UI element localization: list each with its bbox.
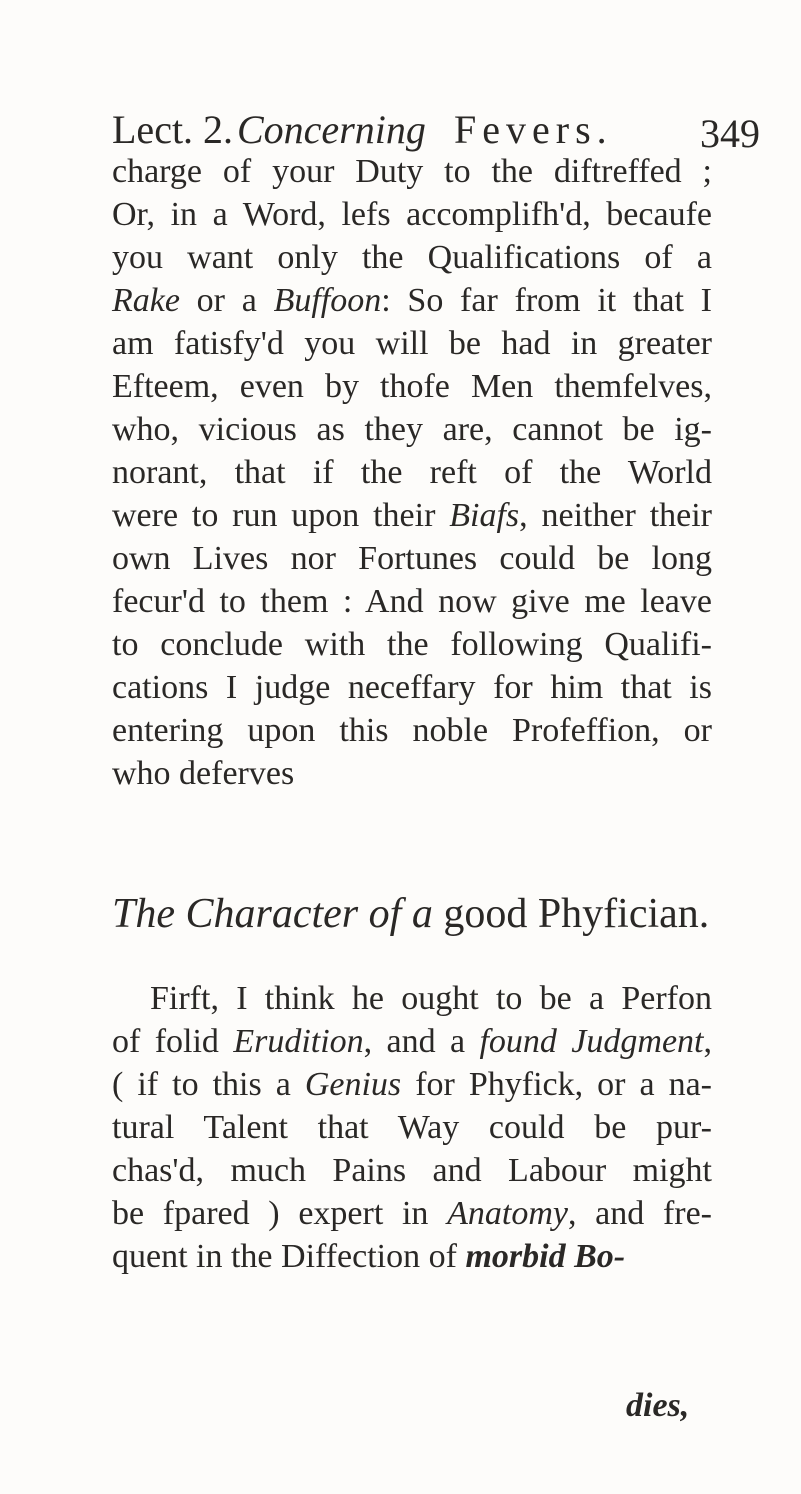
text-line: [112, 236, 712, 279]
text-run: , neither their: [519, 497, 713, 534]
text-run: Firft, I think he ought to be a Perfon: [150, 980, 712, 1017]
text-run: chas'd, much Pains and Labour might: [112, 1152, 712, 1189]
text-line: [112, 1020, 712, 1063]
page-number: 349: [700, 111, 760, 156]
text-run: , and a: [363, 1023, 480, 1060]
italic-run: Erudition: [233, 1023, 364, 1060]
paragraph-2: [112, 977, 712, 1278]
text-line: [112, 1192, 712, 1235]
text-line: [112, 408, 712, 451]
text-run: ,: [703, 1023, 712, 1060]
text-run: or a: [179, 282, 274, 319]
text-line: [112, 1106, 712, 1149]
text-run: who, vicious as they are, cannot be ig-: [112, 411, 712, 448]
text-line: [112, 150, 712, 193]
text-run: cations I judge neceffary for him that is: [112, 669, 712, 706]
text-line: [112, 494, 712, 537]
text-line: [112, 537, 712, 580]
catchword: dies,: [626, 1387, 690, 1424]
text-line: [112, 752, 712, 795]
text-run: own Lives nor Fortunes could be long: [112, 540, 712, 577]
text-line: [112, 580, 712, 623]
italic-run: Rake: [112, 282, 180, 319]
italic-run: Biafs: [449, 497, 520, 534]
text-run: be fpared ) expert in: [112, 1195, 448, 1232]
text-run: were to run upon their: [112, 497, 450, 534]
text-run: you want only the Qualifications of a: [112, 239, 712, 276]
bold-italic-run: morbid Bo-: [465, 1238, 626, 1275]
text-line: [112, 1063, 712, 1106]
text-run: quent in the Diffection of: [112, 1238, 466, 1275]
text-run: : So far from it that I: [381, 282, 712, 319]
text-run: norant, that if the reft of the World: [112, 454, 712, 491]
text-line: [112, 623, 712, 666]
text-run: charge of your Duty to the diftreffed ;: [112, 153, 712, 190]
text-run: am fatisfy'd you will be had in greater: [112, 325, 712, 362]
text-run: for Phyfick, or a na-: [401, 1066, 712, 1103]
text-run: , and fre-: [567, 1195, 713, 1232]
text-line: [112, 279, 712, 322]
text-run: tural Talent that Way could be pur-: [112, 1109, 712, 1146]
text-line: [112, 1149, 712, 1192]
section-heading: [112, 884, 712, 944]
text-run: Efteem, even by thofe Men themfelves,: [112, 368, 712, 405]
text-line: [112, 451, 712, 494]
text-run: fecur'd to them : And now give me leave: [112, 583, 712, 620]
italic-run: Buffoon: [273, 282, 382, 319]
section-heading-roman: good Phyfician.: [443, 891, 710, 937]
text-line: [112, 977, 712, 1020]
text-run: entering upon this noble Profeffion, or: [112, 712, 712, 749]
paragraph-1: [112, 150, 712, 795]
italic-run: Genius: [304, 1066, 402, 1103]
text-line: [112, 1235, 712, 1278]
text-line: [112, 193, 712, 236]
text-line: [112, 666, 712, 709]
text-line: [112, 365, 712, 408]
text-run: Or, in a Word, lefs accomplifh'd, becaufe: [112, 196, 712, 233]
lecture-number: Lect. 2.: [112, 107, 234, 152]
text-run: who deferves: [112, 755, 295, 792]
running-head-concerning: Concerning: [237, 107, 426, 152]
italic-run: found Judgment: [479, 1023, 704, 1060]
text-run: of folid: [112, 1023, 234, 1060]
text-run: to conclude with the following Qualifi-: [112, 626, 712, 663]
text-line: [112, 322, 712, 365]
section-heading-italic: The Character of a: [112, 891, 433, 937]
text-line: [112, 709, 712, 752]
italic-run: Anatomy: [447, 1195, 568, 1232]
text-run: ( if to this a: [112, 1066, 305, 1103]
running-head-fevers: Fevers.: [454, 107, 613, 152]
